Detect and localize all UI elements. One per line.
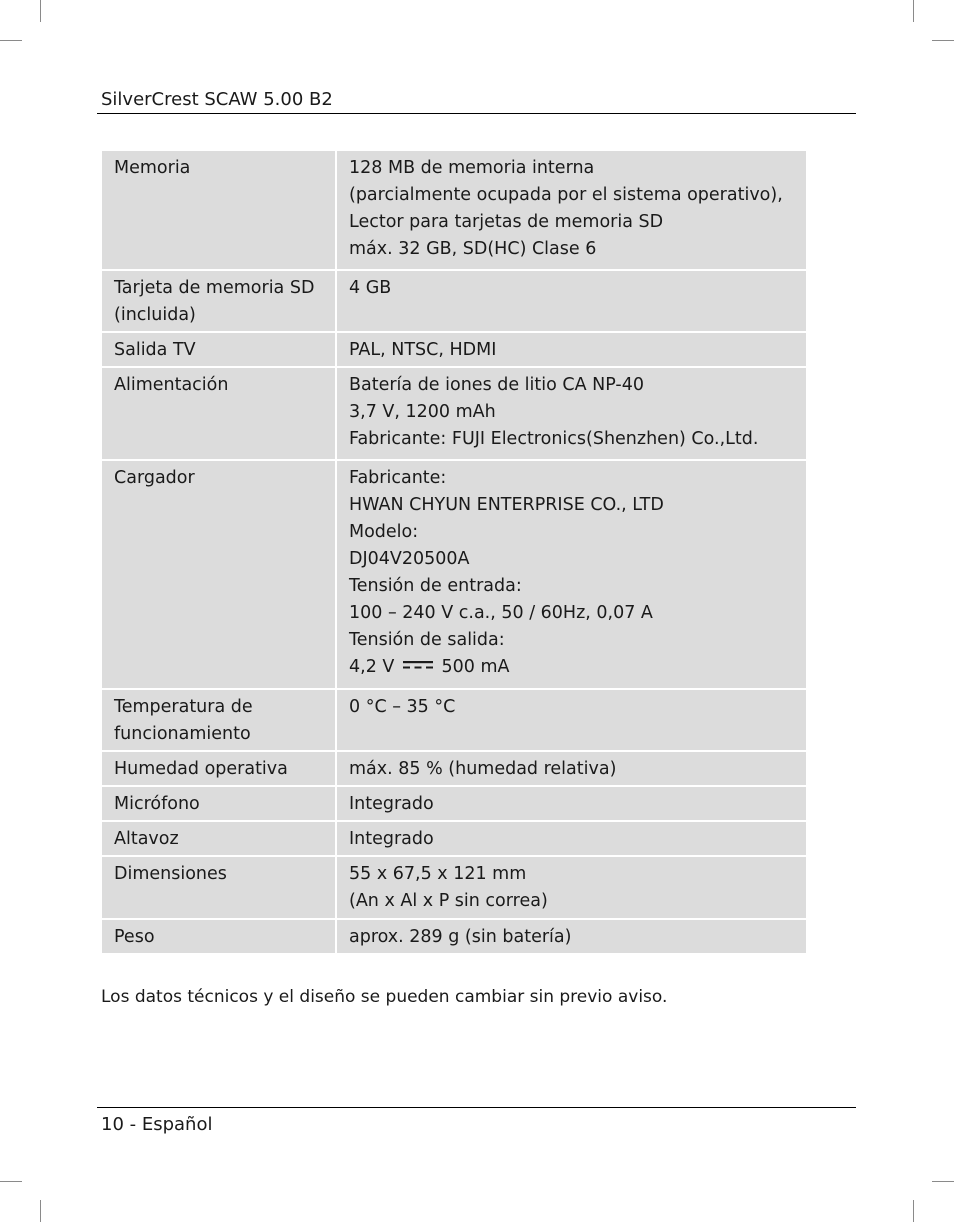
crop-mark — [0, 40, 22, 41]
spec-value: Integrado — [336, 821, 807, 856]
spec-label: Tarjeta de memoria SD (incluida) — [101, 270, 336, 332]
dc-current-icon — [403, 661, 433, 670]
table-row — [101, 821, 807, 856]
table-row — [101, 751, 807, 786]
table-row — [101, 689, 807, 751]
crop-mark — [932, 40, 954, 41]
crop-mark — [40, 0, 41, 22]
table-row — [101, 460, 807, 689]
spec-label: Humedad operativa — [101, 751, 336, 786]
spec-value: Fabricante: HWAN CHYUN ENTERPRISE CO., LTD Modelo: DJ04V20500A Tensión de entrada: 100 – 240 V c.a., 50 / 60Hz, 0,07 A Tensión de salida: 4,2 V 500 mA — [336, 460, 807, 689]
table-row — [101, 367, 807, 460]
spec-label: Memoria — [101, 150, 336, 270]
document-header-title: SilverCrest SCAW 5.00 B2 — [101, 89, 333, 110]
spec-value: PAL, NTSC, HDMI — [336, 332, 807, 367]
spec-label: Alimentación — [101, 367, 336, 460]
table-row — [101, 332, 807, 367]
table-row — [101, 856, 807, 919]
table-row — [101, 270, 807, 332]
spec-label: Salida TV — [101, 332, 336, 367]
output-voltage: 4,2 V — [349, 657, 395, 677]
spec-value: aprox. 289 g (sin batería) — [336, 919, 807, 954]
table-row — [101, 786, 807, 821]
spec-value: 128 MB de memoria interna (parcialmente ocupada por el sistema operativo), Lector para tarjetas de memoria SD máx. 32 GB, SD(HC) Clase 6 — [336, 150, 807, 270]
output-current: 500 mA — [441, 657, 510, 677]
spec-table — [100, 149, 808, 955]
page-number: 10 - Español — [101, 1114, 213, 1135]
table-row — [101, 919, 807, 954]
charger-output-line — [349, 654, 796, 681]
spec-value: 55 x 67,5 x 121 mm (An x Al x P sin correa) — [336, 856, 807, 919]
footer-rule — [97, 1107, 856, 1108]
change-notice: Los datos técnicos y el diseño se pueden cambiar sin previo aviso. — [101, 987, 668, 1007]
crop-mark — [913, 1200, 914, 1222]
spec-label: Cargador — [101, 460, 336, 689]
spec-value: Integrado — [336, 786, 807, 821]
crop-mark — [913, 0, 914, 22]
spec-value: Batería de iones de litio CA NP-40 3,7 V, 1200 mAh Fabricante: FUJI Electronics(Shenzhen) Co.,Ltd. — [336, 367, 807, 460]
crop-mark — [0, 1181, 22, 1182]
crop-mark — [40, 1200, 41, 1222]
table-row — [101, 150, 807, 270]
spec-label: Peso — [101, 919, 336, 954]
spec-value: 0 °C – 35 °C — [336, 689, 807, 751]
spec-label: Altavoz — [101, 821, 336, 856]
header-rule — [97, 113, 856, 114]
spec-value: máx. 85 % (humedad relativa) — [336, 751, 807, 786]
spec-label: Micrófono — [101, 786, 336, 821]
spec-label: Temperatura de funcionamiento — [101, 689, 336, 751]
crop-mark — [932, 1181, 954, 1182]
spec-label: Dimensiones — [101, 856, 336, 919]
spec-value: 4 GB — [336, 270, 807, 332]
